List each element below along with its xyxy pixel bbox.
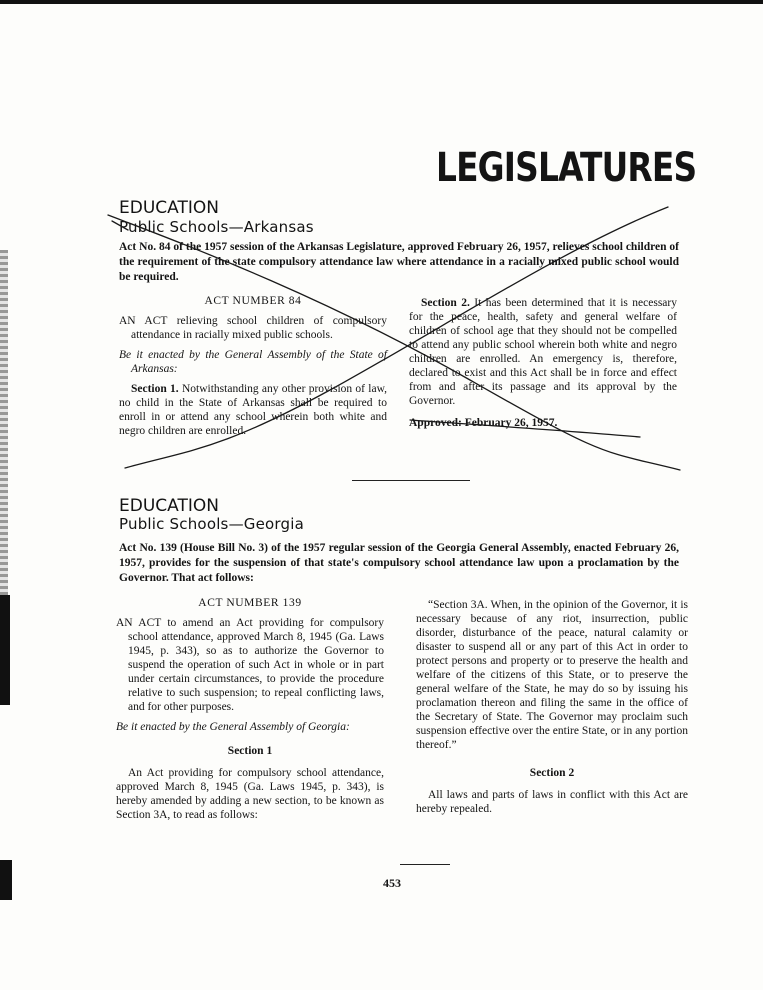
georgia-right-column [416, 598, 688, 822]
arkansas-section-1-label: Section 1. [131, 383, 179, 395]
arkansas-category: EDUCATION [119, 198, 219, 218]
scan-edge-mark [0, 860, 12, 900]
scan-edge-mark [0, 595, 10, 705]
arkansas-approved: Approved: February 26, 1957. [409, 417, 558, 429]
georgia-section-3a: “Section 3A. When, in the opinion of the Governor, it is necessary because of any riot, insurrection, public disorder, disturbance of the peace, natural calamity or disaster to suspend all or any part of this Act in order to protect persons and property or to preserve the health and welfare of the citizens of this State, or to preserve the general welfare of the State, he may do so by issuing his proclamation thereon and filing the same in the office of the Secretary of State. The Governor may proclaim such suspension effective over the entire State, or in any portion thereof.” [416, 599, 688, 751]
georgia-summary: Act No. 139 (House Bill No. 3) of the 1957 regular session of the Georgia General Assembly, enacted February 26, 1957, provides for the suspension of that state's compulsory school attendance law upon a proclamation by the Governor. That act follows: [119, 542, 679, 584]
arkansas-enacting-clause: Be it enacted by the General Assembly of the State of Arkansas: [119, 349, 387, 375]
arkansas-subcategory: Public Schools—Arkansas [119, 218, 314, 236]
arkansas-section-1 [119, 382, 387, 438]
georgia-act-title: AN ACT to amend an Act providing for compulsory school attendance, approved March 8, 1945 (Ga. Laws 1945, p. 343), so as to authorize the Governor to suspend the operation of such Act in whole or in part under certain circumstances, to provide the procedure relative to such suspension; to repeal conflicting laws, and for other purposes. [116, 617, 384, 713]
georgia-left-column [116, 596, 384, 828]
arkansas-act-title: AN ACT relieving school children of compulsory attendance in racially mixed public schools. [119, 315, 387, 341]
georgia-section-1-text: An Act providing for compulsory school attendance, approved March 8, 1945 (Ga. Laws 1945, p. 343), is hereby amended by adding a new section, to be known as Section 3A, to read as follows: [116, 767, 384, 821]
footer-rule [400, 864, 450, 865]
georgia-subcategory: Public Schools—Georgia [119, 515, 304, 533]
georgia-enacting-clause: Be it enacted by the General Assembly of Georgia: [116, 721, 350, 733]
georgia-section-2-heading: Section 2 [529, 767, 575, 779]
arkansas-section-2-text: It has been determined that it is necessary for the peace, health, safety and general welfare of children of school age that they should not be compelled to attend any public school wherein both white and negro children are enrolled. An emergency is, therefore, declared to exist and this Act shall be in force and effect from and after its passage and its approval by the Governor. [409, 297, 677, 407]
arkansas-section-2 [409, 296, 677, 408]
top-border [0, 0, 763, 4]
page-number: 453 [383, 876, 401, 890]
arkansas-act-number: ACT NUMBER 84 [204, 295, 302, 307]
page-header: LEGISLATURES [436, 145, 697, 191]
arkansas-summary: Act No. 84 of the 1957 session of the Arkansas Legislature, approved February 26, 1957, relieves school children of the requirement of the state compulsory attendance law where attendance in a racially mixed public school would be required. [119, 241, 679, 283]
georgia-category: EDUCATION [119, 496, 219, 516]
arkansas-left-column [119, 294, 387, 444]
georgia-section-1-heading: Section 1 [227, 745, 273, 757]
georgia-section-2-text: All laws and parts of laws in conflict with this Act are hereby repealed. [416, 789, 688, 815]
georgia-act-number: ACT NUMBER 139 [198, 597, 302, 609]
arkansas-right-column [409, 296, 677, 436]
section-divider [352, 480, 470, 481]
arkansas-section-1-text: Notwithstanding any other provision of law, no child in the State of Arkansas shall be required to enroll in or attend any school wherein both white and negro children are enrolled. [119, 383, 388, 437]
arkansas-section-2-label: Section 2. [421, 297, 470, 309]
